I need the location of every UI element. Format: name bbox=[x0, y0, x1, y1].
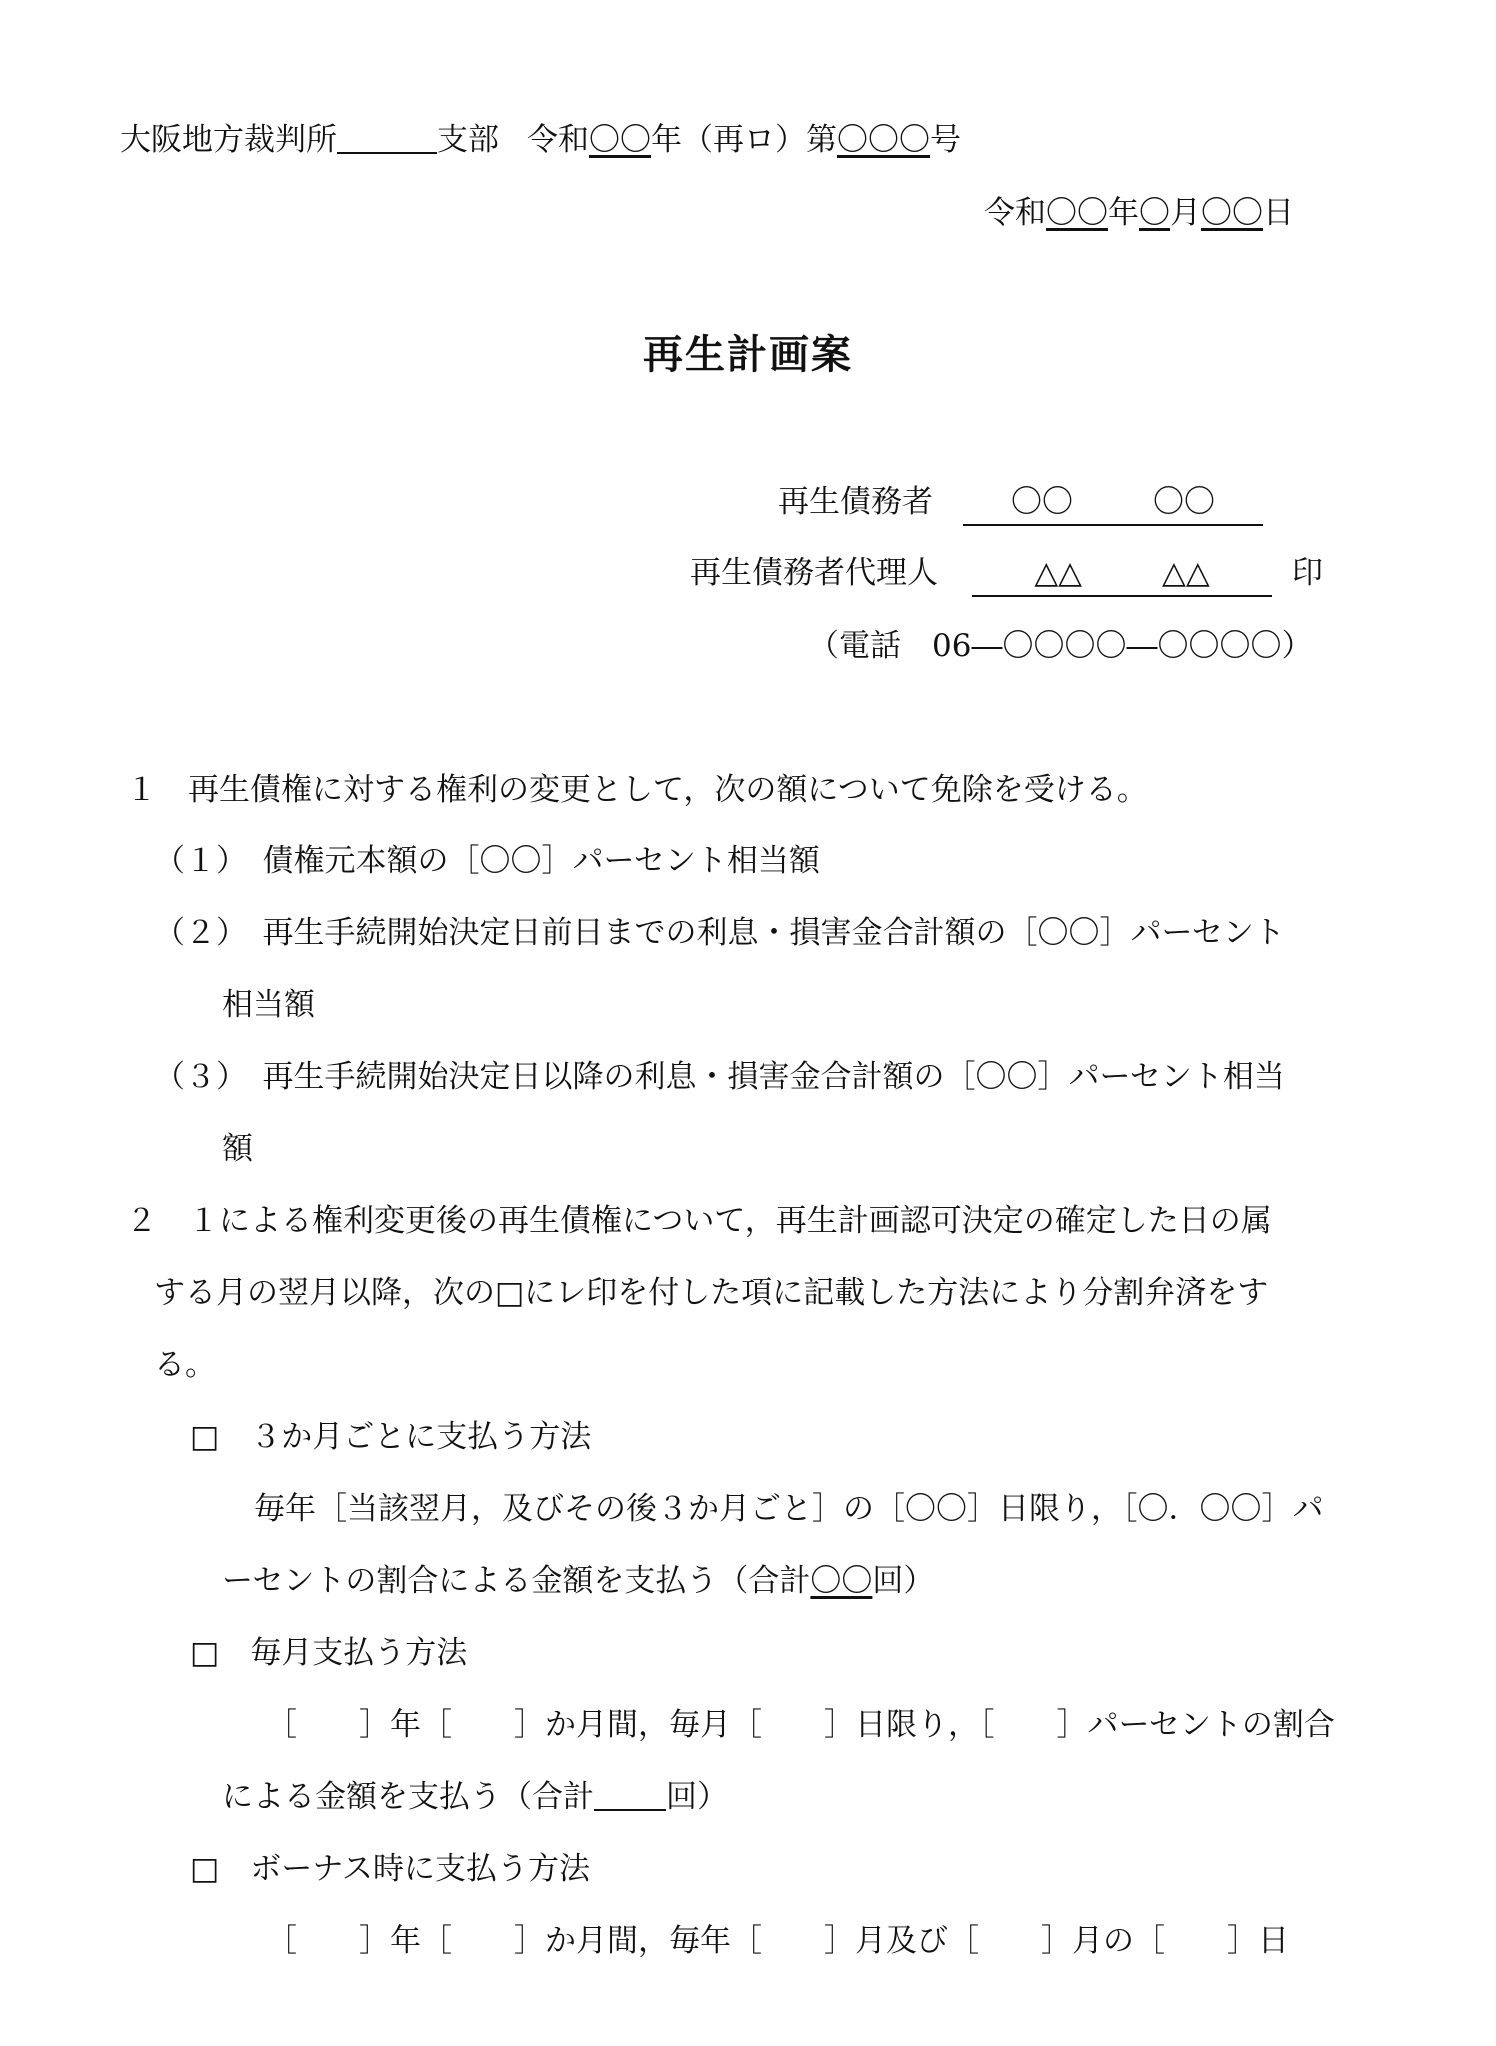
section1-item2-line1: （２） 再生手続開始決定日前日までの利息・損害金合計額の［〇〇］パーセント bbox=[154, 915, 1285, 951]
case-number: 〇〇〇 bbox=[837, 122, 930, 158]
debtor-label: 再生債務者 bbox=[778, 484, 933, 520]
section2-line3: る。 bbox=[154, 1347, 216, 1383]
page-title: 再生計画案 bbox=[643, 331, 853, 378]
option-quarterly-count: 〇〇 bbox=[810, 1563, 873, 1599]
date-month-label: 月 bbox=[1170, 195, 1201, 231]
option-monthly-desc-line2 bbox=[222, 1777, 728, 1817]
debtor-row bbox=[778, 482, 1263, 526]
date-day: 〇〇 bbox=[1201, 195, 1263, 231]
option-quarterly-desc-line1: 毎年［当該翌月，及びその後３か月ごと］の［〇〇］日限り，［〇．〇〇］パ bbox=[254, 1491, 1324, 1527]
debtor-last-name: 〇〇 bbox=[1011, 484, 1073, 520]
section2-line1: ２ １による権利変更後の再生債権について，再生計画認可決定の確定した日の属 bbox=[126, 1203, 1272, 1239]
seal-mark: 印 bbox=[1292, 555, 1323, 591]
agent-phone: （電話 06―〇〇〇〇―〇〇〇〇） bbox=[808, 628, 1313, 664]
option-bonus-label: □ ボーナス時に支払う方法 bbox=[190, 1851, 591, 1887]
date-year-label: 年 bbox=[1108, 195, 1139, 231]
debtor-first-name: 〇〇 bbox=[1153, 484, 1215, 520]
case-suffix: 号 bbox=[930, 122, 961, 158]
date-month: 〇 bbox=[1139, 195, 1170, 231]
debtor-name bbox=[963, 482, 1263, 526]
option-monthly-count-blank bbox=[594, 1779, 666, 1811]
section1-item1: （１） 債権元本額の［〇〇］パーセント相当額 bbox=[154, 843, 820, 879]
section1-item3-line2: 額 bbox=[222, 1131, 253, 1167]
section1-heading: １ 再生債権に対する権利の変更として，次の額について免除を受ける。 bbox=[126, 772, 1148, 808]
option-monthly-label: □ 毎月支払う方法 bbox=[190, 1635, 468, 1671]
date-day-label: 日 bbox=[1263, 195, 1294, 231]
case-era: 令和 bbox=[527, 122, 589, 158]
agent-first-name: △△ bbox=[1162, 555, 1210, 591]
agent-name bbox=[972, 553, 1272, 597]
option-quarterly-desc-line2 bbox=[222, 1561, 934, 1601]
case-type: 年（再ロ）第 bbox=[651, 122, 837, 158]
option-monthly-desc-text: による金額を支払う（合計 bbox=[222, 1779, 594, 1815]
agent-row bbox=[690, 553, 1323, 597]
option-monthly-desc-line1: ［ ］年［ ］か月間，毎月［ ］日限り，［ ］パーセントの割合 bbox=[266, 1707, 1335, 1743]
agent-label: 再生債務者代理人 bbox=[690, 555, 938, 591]
date-era: 令和 bbox=[984, 195, 1046, 231]
agent-last-name: △△ bbox=[1034, 555, 1082, 591]
section1-item3-line1: （３） 再生手続開始決定日以降の利息・損害金合計額の［〇〇］パーセント相当 bbox=[154, 1059, 1285, 1095]
court-name: 大阪地方裁判所 bbox=[120, 122, 337, 158]
option-bonus-desc-line1: ［ ］年［ ］か月間，毎年［ ］月及び［ ］月の［ ］日 bbox=[266, 1923, 1289, 1959]
option-quarterly-desc-text: ーセントの割合による金額を支払う（合計 bbox=[222, 1563, 811, 1599]
document-date bbox=[984, 193, 1294, 233]
branch-blank bbox=[337, 122, 437, 154]
option-quarterly-count-suffix: 回） bbox=[872, 1563, 935, 1599]
case-header bbox=[120, 120, 961, 160]
section2-line2: する月の翌月以降，次の□にレ印を付した項に記載した方法により分割弁済をす bbox=[154, 1275, 1269, 1311]
option-monthly-count-suffix: 回） bbox=[666, 1779, 728, 1815]
date-year: 〇〇 bbox=[1046, 195, 1108, 231]
option-quarterly-label: □ ３か月ごとに支払う方法 bbox=[190, 1419, 592, 1455]
branch-label: 支部 bbox=[437, 122, 499, 158]
case-year: 〇〇 bbox=[589, 122, 651, 158]
section1-item2-line2: 相当額 bbox=[222, 987, 315, 1023]
